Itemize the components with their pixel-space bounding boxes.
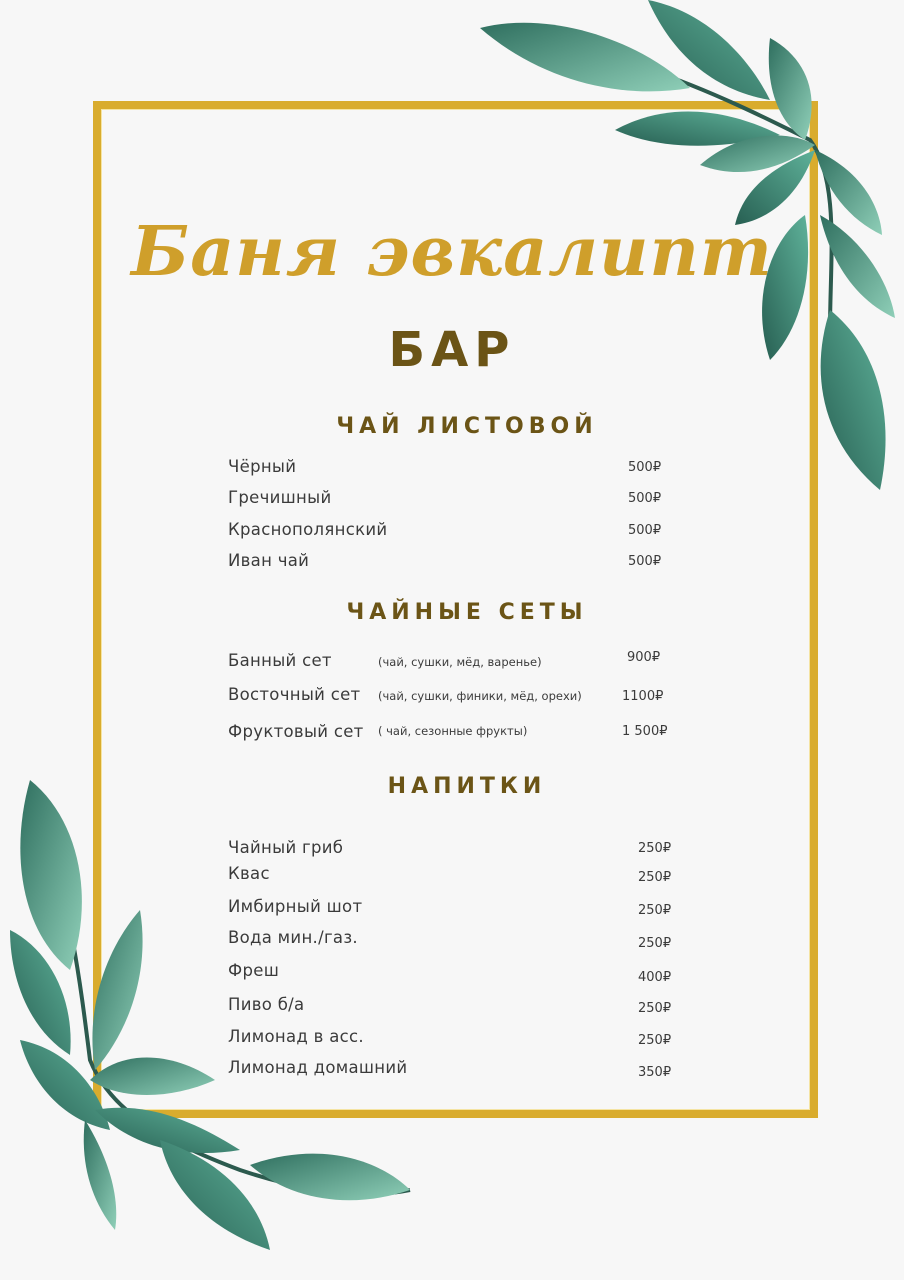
menu-item-price: 400₽ bbox=[638, 970, 672, 985]
menu-item-name: Чёрный bbox=[228, 457, 297, 476]
menu-item-price: 500₽ bbox=[628, 491, 662, 506]
menu-item-note: (чай, сушки, финики, мёд, орехи) bbox=[378, 689, 582, 703]
menu-item-name: Фреш bbox=[228, 961, 280, 980]
menu-item-name: Восточный сет bbox=[228, 685, 361, 704]
menu-item-name: Краснополянский bbox=[228, 520, 388, 539]
menu-item-price: 900₽ bbox=[627, 650, 661, 665]
menu-item-price: 250₽ bbox=[638, 870, 672, 885]
menu-item-name: Лимонад в асс. bbox=[228, 1027, 364, 1046]
menu-item-price: 500₽ bbox=[628, 554, 662, 569]
menu-item-price: 250₽ bbox=[638, 1001, 672, 1016]
menu-item-price: 250₽ bbox=[638, 903, 672, 918]
menu-item-price: 250₽ bbox=[638, 841, 672, 856]
menu-item-name: Пиво б/а bbox=[228, 995, 305, 1014]
menu-item-name: Банный сет bbox=[228, 651, 332, 670]
menu-title: Баня эвкалипт bbox=[131, 212, 773, 292]
menu-item-price: 1 500₽ bbox=[622, 724, 668, 739]
section-title-leaf-tea: ЧАЙ ЛИСТОВОЙ bbox=[336, 414, 598, 439]
menu-item-price: 500₽ bbox=[628, 460, 662, 475]
menu-item-name: Квас bbox=[228, 864, 270, 883]
menu-item-name: Иван чай bbox=[228, 551, 310, 570]
section-title-tea-sets: ЧАЙНЫЕ СЕТЫ bbox=[346, 600, 588, 625]
menu-item-name: Гречишный bbox=[228, 488, 332, 507]
menu-item-note: (чай, сушки, мёд, варенье) bbox=[378, 655, 542, 669]
menu-item-note: ( чай, сезонные фрукты) bbox=[378, 724, 528, 738]
menu-item-price: 1100₽ bbox=[622, 689, 664, 704]
menu-subtitle: БАР bbox=[388, 322, 516, 378]
section-title-drinks: НАПИТКИ bbox=[387, 774, 547, 799]
menu-item-name: Фруктовый сет bbox=[228, 722, 364, 741]
menu-item-name: Вода мин./газ. bbox=[228, 928, 358, 947]
menu-item-name: Имбирный шот bbox=[228, 897, 363, 916]
menu-item-price: 500₽ bbox=[628, 523, 662, 538]
eucalyptus-leaves-bottom-left-icon bbox=[0, 780, 420, 1260]
menu-item-name: Лимонад домашний bbox=[228, 1058, 408, 1077]
menu-item-name: Чайный гриб bbox=[228, 838, 344, 857]
menu-item-price: 350₽ bbox=[638, 1065, 672, 1080]
menu-item-price: 250₽ bbox=[638, 936, 672, 951]
menu-item-price: 250₽ bbox=[638, 1033, 672, 1048]
